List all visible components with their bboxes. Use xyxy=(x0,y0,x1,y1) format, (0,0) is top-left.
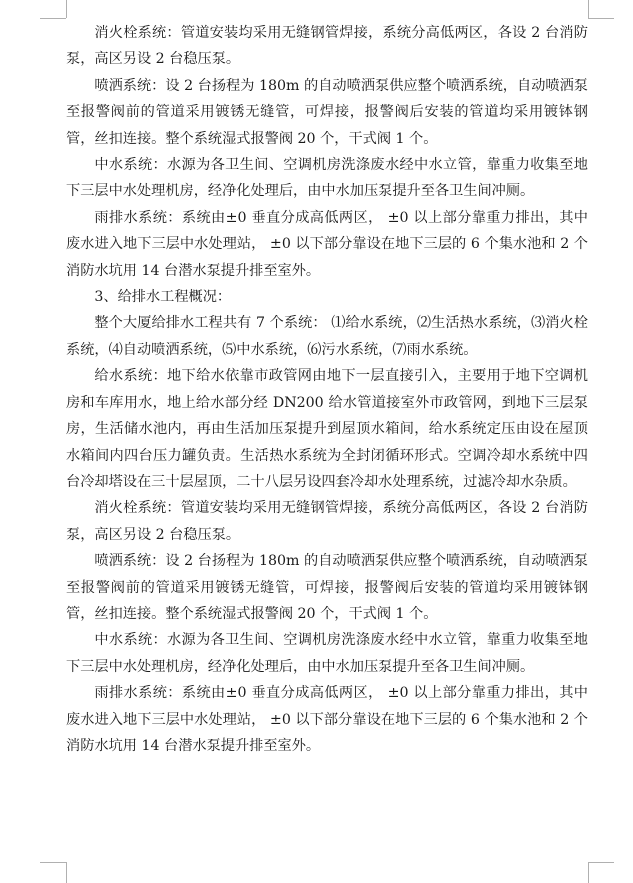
paragraph-fire-hydrant-system: 消火栓系统：管道安装均采用无缝钢管焊接，系统分高低两区，各设 2 台消防泵，高区另设 2 台稳压泵。 xyxy=(66,500,588,543)
crop-mark-top-right xyxy=(588,0,589,18)
crop-mark-bottom-left xyxy=(66,862,67,883)
paragraph-sprinkler-system: 喷洒系统：设 2 台扬程为 180m 的自动喷洒泵供应整个喷洒系统，自动喷洒泵至报警阀前的管道采用镀锈无缝管，可焊接，报警阀后安装的管道均采用镀钵钢管，丝扣连接。整个系统湿式报警阀 20 个，干式阀 1 个。 xyxy=(66,553,588,622)
paragraph-rainwater-drainage-system: 雨排水系统：系统由±0 垂直分成高低两区， ±0 以上部分靠重力排出，其中废水进入地下三层中水处理站， ±0 以下部分靠设在地下三层的 6 个集水池和 2 个消防水坑用 14 台潜水泵提升排至室外。 xyxy=(66,685,588,754)
crop-mark-bottom-left xyxy=(40,862,66,863)
paragraph-system-overview: 整个大厦给排水工程共有 7 个系统： ⑴给水系统，⑵生活热水系统，⑶消火栓系统，⑷自动喷洒系统，⑸中水系统，⑹污水系统，⑺雨水系统。 xyxy=(66,315,588,358)
paragraph-reclaimed-water-system: 中水系统：水源为各卫生间、空调机房洗涤废水经中水立管，靠重力收集至地下三层中水处理机房，经净化处理后，由中水加压泵提升至各卫生间冲厕。 xyxy=(66,632,588,675)
crop-mark-top-left xyxy=(66,0,67,18)
section-heading: 3、给排水工程概况： xyxy=(94,289,232,306)
paragraph-fire-hydrant-system: 消火栓系统：管道安装均采用无缝钢管焊接，系统分高低两区，各设 2 台消防泵，高区另设 2 台稳压泵。 xyxy=(66,25,588,68)
paragraph-water-supply-system: 给水系统：地下给水依靠市政管网由地下一层直接引入，主要用于地下空调机房和车库用水，地上给水部分经 DN200 给水管道接室外市政管网，到地下三层泵房，生活储水池内，再由生活加压泵提升到屋顶水箱间，给水系统定压由设在屋顶水箱间内四台压力罐负责。生活热水系统为全封闭循环形式。空调冷却水系统中四台冷却塔设在三十层屋顶，二十八层另设四套冷却水处理系统，过滤冷却水杂质。 xyxy=(66,368,588,490)
document-body xyxy=(66,20,588,759)
crop-mark-bottom-right xyxy=(588,862,589,883)
crop-mark-top-right xyxy=(588,18,614,19)
paragraph-sprinkler-system: 喷洒系统：设 2 台扬程为 180m 的自动喷洒泵供应整个喷洒系统，自动喷洒泵至报警阀前的管道采用镀锈无缝管，可焊接，报警阀后安装的管道均采用镀钵钢管，丝扣连接。整个系统湿式报警阀 20 个，干式阀 1 个。 xyxy=(66,77,588,147)
paragraph-reclaimed-water-system: 中水系统：水源为各卫生间、空调机房洗涤废水经中水立管，靠重力收集至地下三层中水处理机房，经净化处理后，由中水加压泵提升至各卫生间冲厕。 xyxy=(66,157,588,200)
crop-mark-bottom-right xyxy=(588,862,614,863)
paragraph-rainwater-drainage-system: 雨排水系统：系统由±0 垂直分成高低两区， ±0 以上部分靠重力排出，其中废水进入地下三层中水处理站， ±0 以下部分靠设在地下三层的 6 个集水池和 2 个消防水坑用 14 台潜水泵提升排至室外。 xyxy=(66,209,588,279)
crop-mark-top-left xyxy=(40,18,66,19)
